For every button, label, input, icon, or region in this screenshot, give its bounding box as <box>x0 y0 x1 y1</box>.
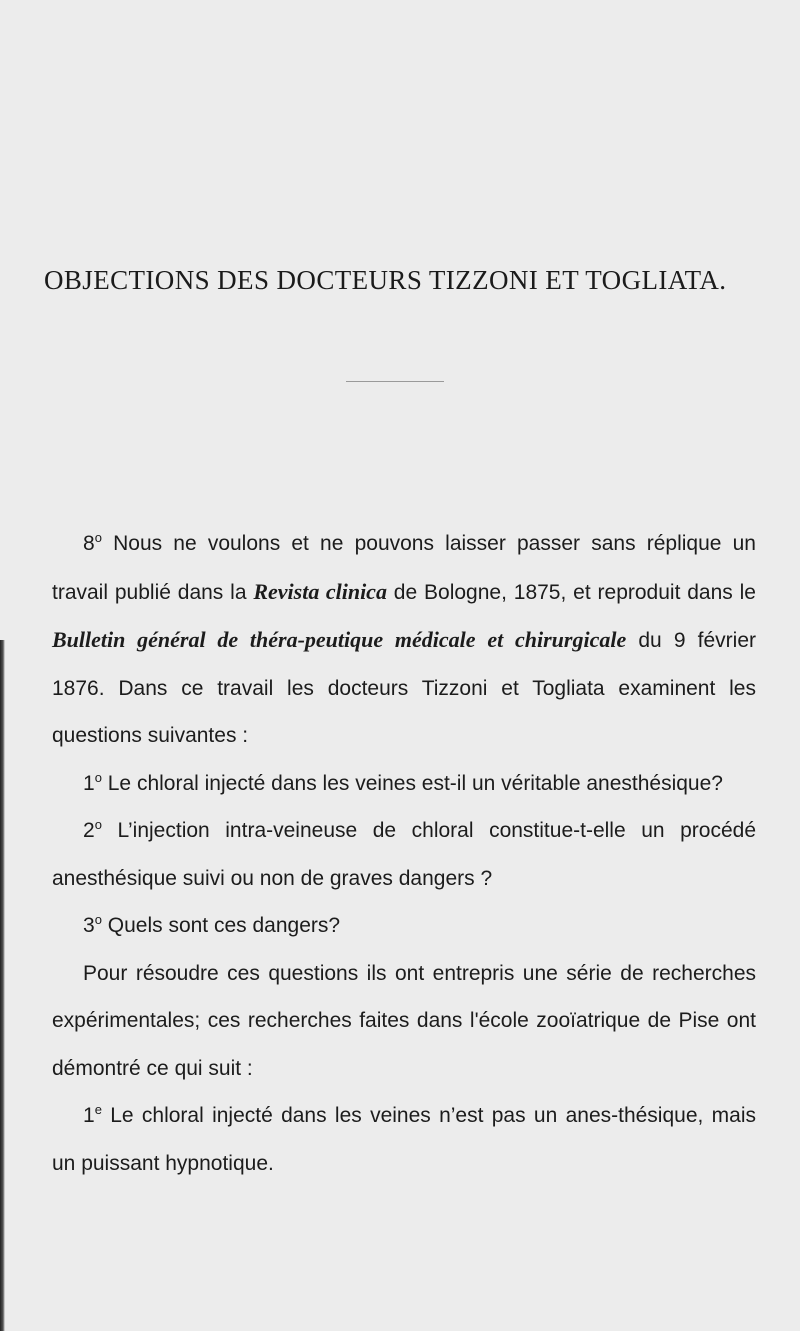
item-number: 8 <box>83 532 95 555</box>
item-number-suffix: o <box>94 530 102 545</box>
item-number: 3 <box>83 914 95 937</box>
paragraph-text: du 9 février 1876. Dans ce travail les docteurs Tizzoni et Togliata examinent les questions suivantes : <box>52 629 756 747</box>
section-divider <box>346 381 444 382</box>
finding-text: Le chloral injecté dans les veines n’est pas un anes-thésique, mais un puissant hypnotique. <box>52 1104 756 1175</box>
item-number: 2 <box>83 819 95 842</box>
item-number-suffix: e <box>94 1102 102 1117</box>
paragraph-text: de Bologne, 1875, et reproduit dans le <box>386 580 756 604</box>
question-text: L’injection intra-veineuse de chloral constitue-t-elle un procédé anesthésique suivi ou non de graves dangers ? <box>52 819 756 890</box>
journal-title-bulletin: Bulletin général de théra-peutique médicale et chirurgicale <box>52 627 627 652</box>
paragraph-8 <box>52 520 756 760</box>
question-1 <box>52 760 756 808</box>
question-2 <box>52 807 756 902</box>
item-number-suffix: o <box>94 817 102 832</box>
question-text: Le chloral injecté dans les veines est-il un véritable anesthésique? <box>101 771 723 795</box>
item-number: 1 <box>83 771 95 795</box>
research-paragraph <box>52 950 756 1093</box>
question-text: Quels sont ces dangers? <box>101 914 341 937</box>
body-text <box>52 520 756 1187</box>
page-heading: OBJECTIONS DES DOCTEURS TIZZONI ET TOGLIATA. <box>44 265 727 295</box>
paragraph-text: Pour résoudre ces questions ils ont entrepris une série de recherches expérimentales; ces recherches faites dans l'école zooïatrique de Pise ont démontré ce qui suit : <box>52 961 756 1080</box>
finding-1 <box>52 1092 756 1187</box>
item-number-suffix: o <box>94 769 102 785</box>
binding-edge <box>0 640 5 1331</box>
item-number-suffix: o <box>94 912 102 927</box>
question-3 <box>52 902 756 950</box>
journal-title-revista: Revista clinica <box>253 578 387 604</box>
item-number: 1 <box>83 1104 95 1127</box>
paragraph-text: Nous ne voulons et ne pouvons laisser passer sans réplique un travail publié dans la <box>52 532 756 604</box>
